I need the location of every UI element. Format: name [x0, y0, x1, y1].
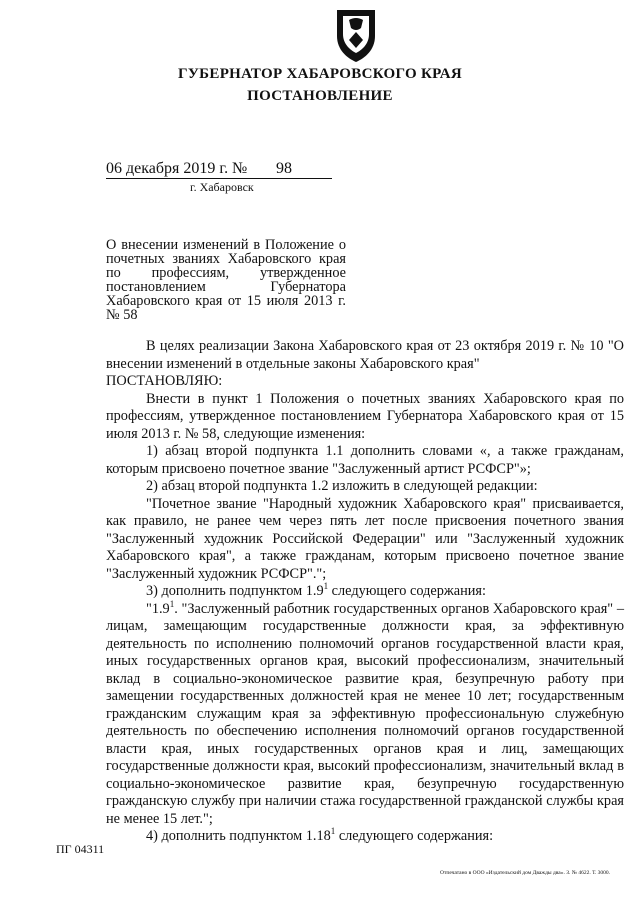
document-subject: О внесении изменений в Положение о почетных званиях Хабаровского края по профессиям, утвержденное постановлением Губернатора Хабаровского края от 15 июля 2013 г. № 58 [106, 237, 346, 323]
paragraph-item-4: 4) дополнить подпунктом 1.18$^1$ следующего содержания: [146, 826, 494, 844]
paragraph-preamble: В целях реализации Закона Хабаровского края от 23 октября 2019 г. № 10 "О внесении изменений в отдельные законы Хабаровского края" [106, 338, 624, 372]
paragraph-resolve: ПОСТАНОВЛЯЮ: [106, 373, 223, 389]
number-sign: № [232, 160, 248, 177]
paragraph-item-3-text: "$1.9^1$. "Заслуженный работник государственных органов Хабаровского края" – лицам, замещающим государственные должности края, за эффективную деятельность по исполнению полномочий органов государственной власти края, иных государственных органов края, высокий профессионализм, значительный вклад в социально-экономическое развитие края, безупречную работу при замещении государственных должностей края не менее 10 лет; государственным гражданским служащим края за эффективную профессиональную служебную деятельность по обеспечению исполнения полномочий органов государственной власти края, иных государственных органов края и лиц, замещающих государственные должности края, высокий профессионализм, значительный вклад в социально-экономическое развитие края, безупречную государственную гражданскую службу при наличии стажа государственной гражданской службы края не менее 15 лет."; [106, 598, 624, 827]
form-code: ПГ 04311 [56, 842, 105, 856]
coat-of-arms-icon [331, 6, 381, 64]
document-city: г. Хабаровск [190, 180, 254, 194]
document-type: ПОСТАНОВЛЕНИЕ [247, 88, 393, 104]
paragraph-amend-intro: Внести в пункт 1 Положения о почетных званиях Хабаровского края по профессиям, утвержденное постановлением Губернатора Хабаровского края от 15 июля 2013 г. № 58, следующие изменения: [106, 390, 624, 442]
date-underline [106, 178, 332, 179]
paragraph-item-3: 3) дополнить подпунктом $1.9^1$ следующего содержания: [146, 581, 486, 599]
issuer-title: ГУБЕРНАТОР ХАБАРОВСКОГО КРАЯ [178, 66, 462, 82]
document-number: 98 [276, 160, 292, 177]
paragraph-item-2: 2) абзац второй подпункта 1.2 изложить в следующей редакции: [146, 478, 538, 494]
document-body [106, 338, 624, 846]
document-date: 06 декабря 2019 г. [106, 160, 229, 177]
paragraph-item-1: 1) абзац второй подпункта 1.1 дополнить словами «, а также гражданам, которым присвоено почетное звание "Заслуженный артист РСФСР"»; [106, 443, 624, 477]
printer-imprint: Отпечатано в ООО «Издательский дом Дважды два». З. № 4622. Т. 3000. [440, 870, 611, 876]
paragraph-item-2-text: "Почетное звание "Народный художник Хабаровского края" присваивается, как правило, не ранее чем через пять лет после присвоения почетного звания "Заслуженный художник Российской Федерации" или "Заслуженный художник Хабаровского края", а также гражданам, которым присвоено почетное звание "Заслуженный художник РСФСР"."; [106, 495, 624, 582]
